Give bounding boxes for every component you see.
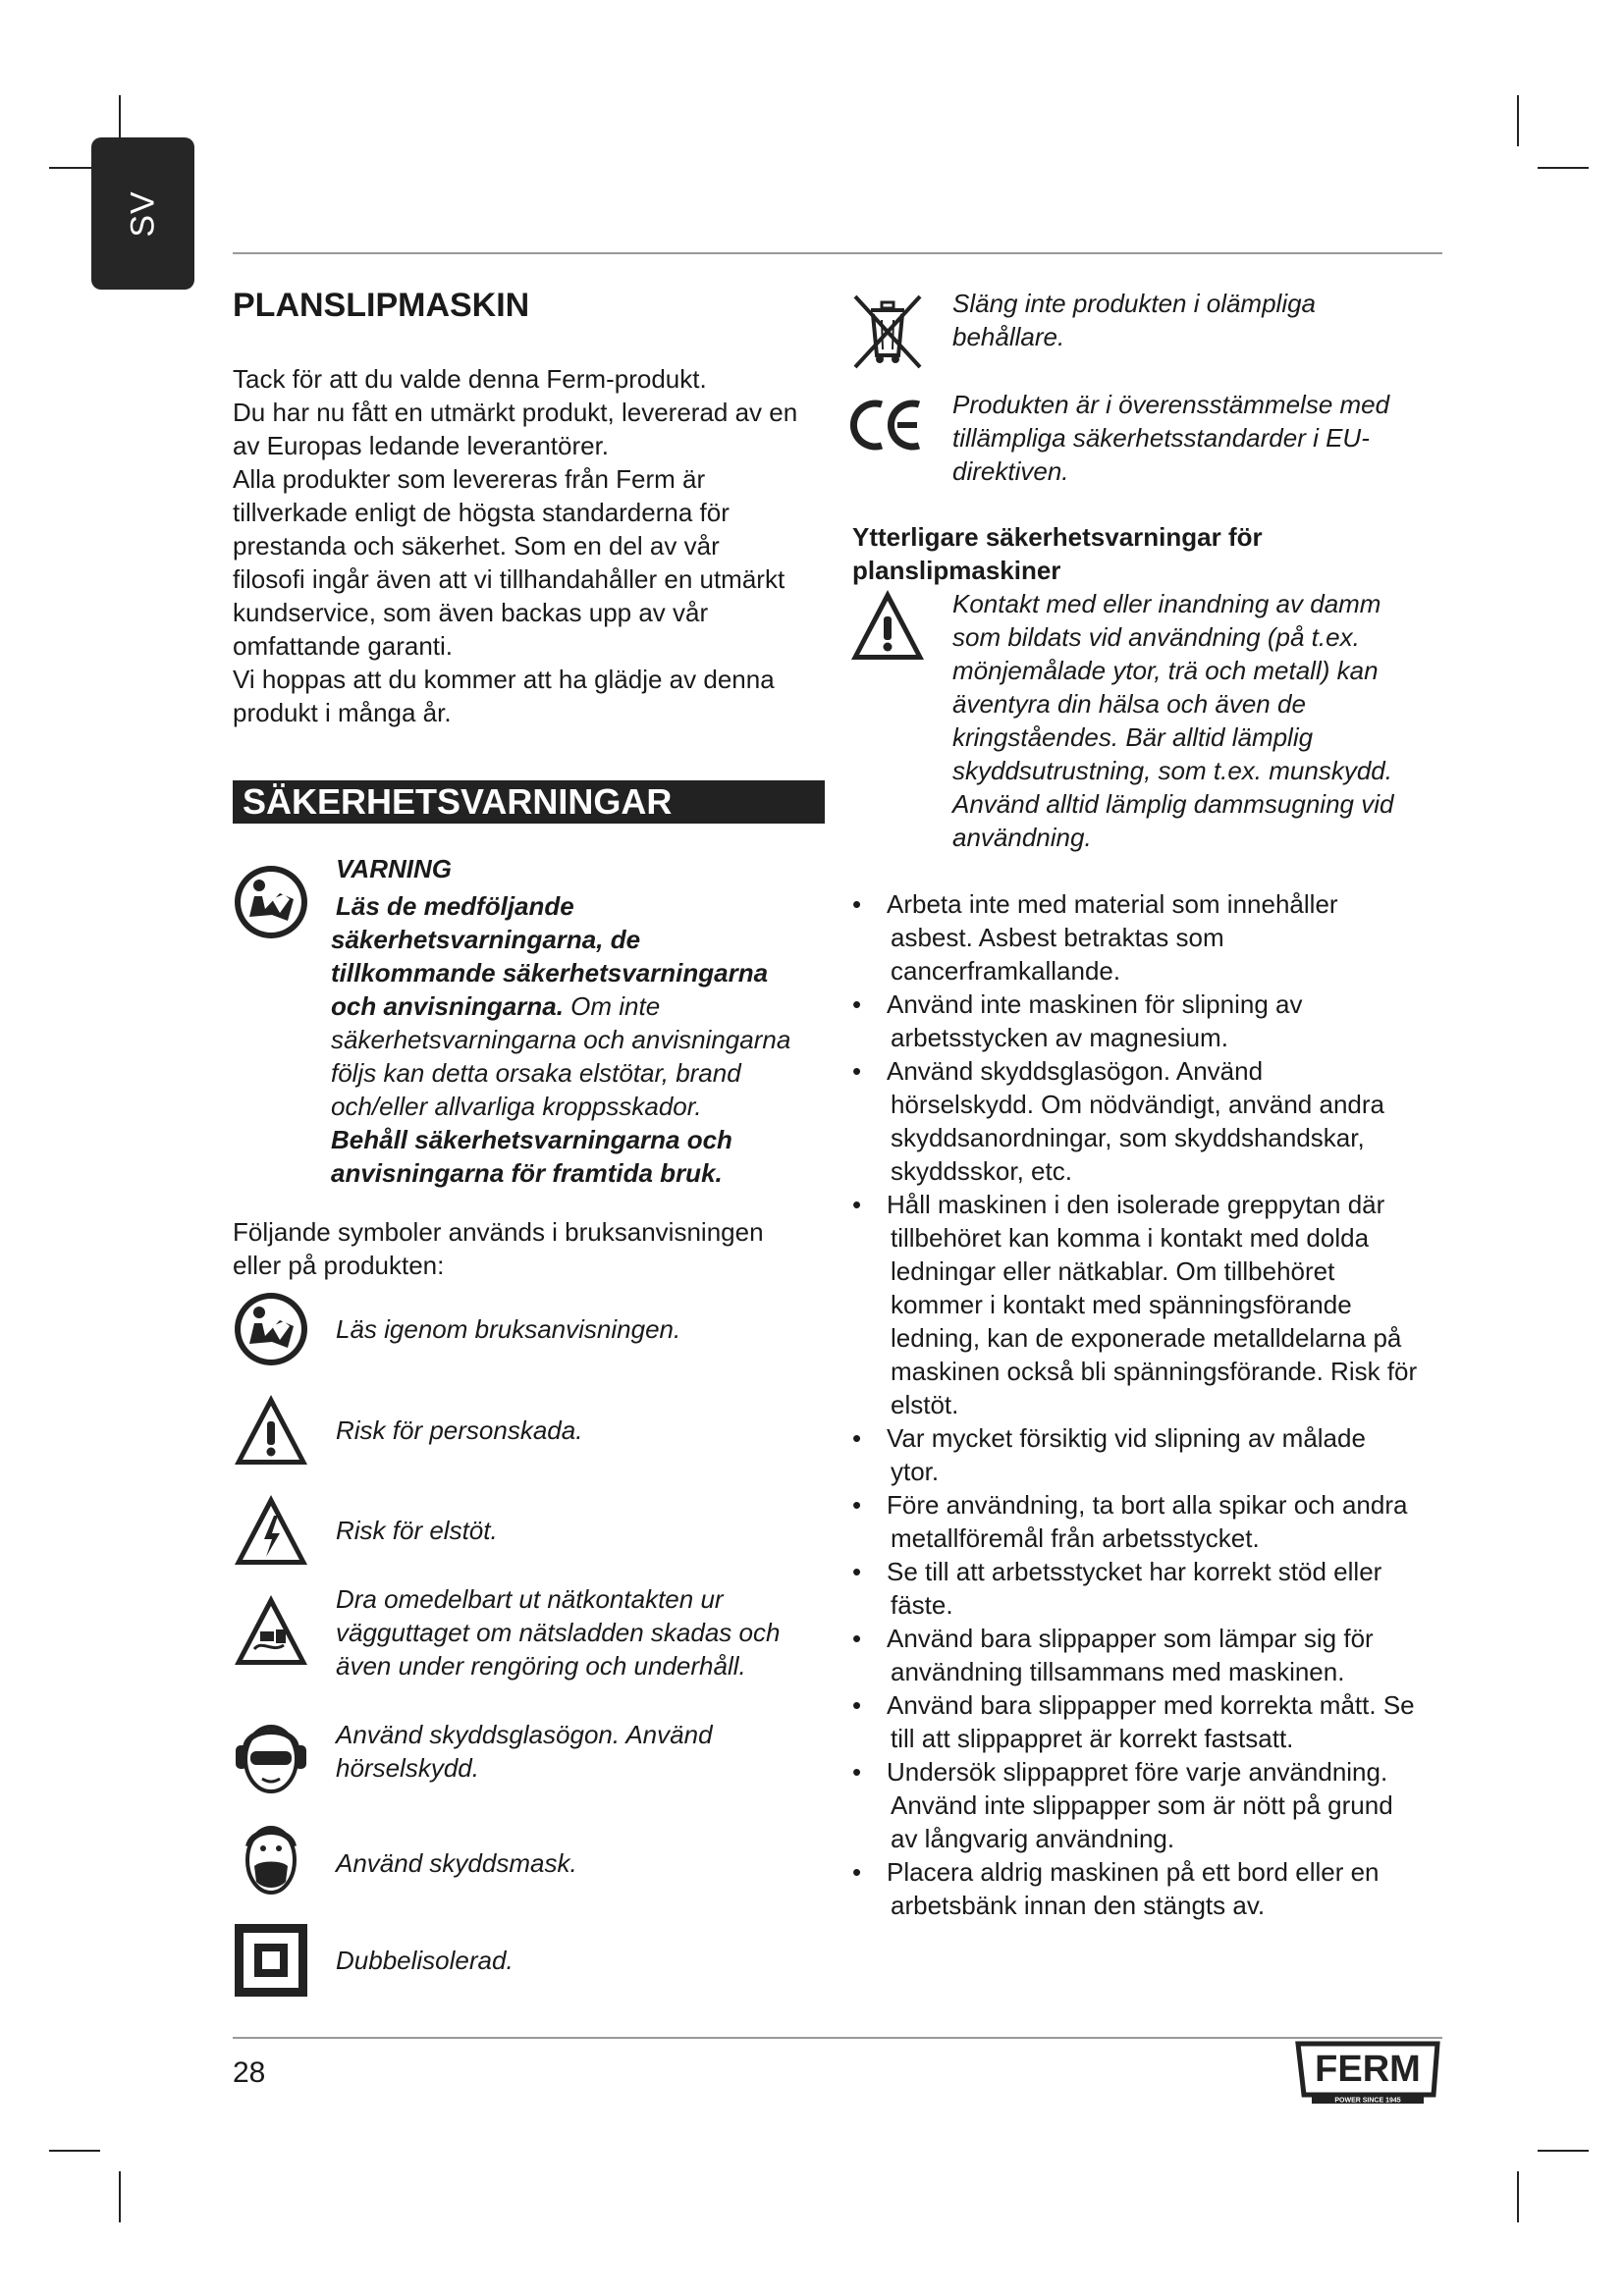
ce-note [952,388,1443,488]
note-line: kringståendes. Bär alltid lämplig [952,722,1314,752]
language-code: SV [124,189,161,238]
intro-line: produkt i många år. [233,698,452,727]
weee-bin-icon [849,293,926,371]
intro-line: kundservice, som även backas upp av vår [233,598,709,627]
symbol-text: Risk för personskada. [336,1415,583,1445]
warning-text: följs kan detta orsaka elstötar, brand [331,1058,741,1088]
logo-text: FERM [1315,2049,1421,2090]
note-line: Släng inte produkten i olämpliga [952,289,1317,318]
symbol-text: Dubbelisolerad. [336,1946,514,1975]
intro-line: Vi hoppas att du kommer att ha glädje av denna [233,665,775,694]
intro-section [233,287,832,729]
warning-triangle-icon [233,1392,309,1468]
symbol-text: Läs igenom bruksanvisningen. [336,1314,681,1344]
ferm-logo [1294,2040,1441,2105]
list-item: • Se till att arbetsstycket har korrekt stöd eller fäste. [852,1555,1451,1622]
crop-mark [1538,2150,1589,2152]
symbol-text: hörselskydd. [336,1753,479,1783]
note-line: Kontakt med eller inandning av damm [952,589,1381,618]
list-item: • Använd skyddsglasögon. Använd hörselskydd. Om nödvändigt, använd andra skyddsanordningar, som skyddshandskar, skyddsskor, etc. [852,1054,1451,1188]
crop-mark [1538,167,1589,169]
list-item: • Använd inte maskinen för slipning av arbetsstycken av magnesium. [852,988,1451,1054]
note-line: som bildats vid användning (på t.ex. [952,622,1360,652]
list-item: • Före användning, ta bort alla spikar och andra metallföremål från arbetsstycket. [852,1488,1451,1555]
warning-keep-text: anvisningarna för framtida bruk. [331,1158,723,1188]
symbol-row [233,1492,827,1571]
symbol-text: vägguttaget om nätsladden skadas och [336,1618,781,1647]
list-item: • Använd bara slippapper som lämpar sig för användning tillsammans med maskinen. [852,1622,1451,1688]
warning-block [331,852,827,1190]
intro-line: Tack för att du valde denna Ferm-produkt. [233,364,707,394]
warning-text: Om inte [563,991,661,1021]
symbol-row [233,1821,827,1904]
list-item: • Var mycket försiktig vid slipning av målade ytor. [852,1421,1451,1488]
warning-text: säkerhetsvarningarna, de [331,925,641,954]
extra-heading-line: Ytterligare säkerhetsvarningar för [852,522,1263,552]
warning-title: VARNING [336,854,452,883]
weee-note [952,287,1443,353]
symbol-text: Använd skyddsglasögon. Använd [336,1720,713,1749]
crop-mark [119,2171,121,2222]
note-line: mönjemålade ytor, trä och metall) kan [952,656,1379,685]
list-item: • Håll maskinen i den isolerade greppytan där tillbehöret kan komma i kontakt med dolda ledningar eller nätkablar. Om tillbehöret kommer i kontakt med spänningsförande ledning, kan de exponerade metalldelarna på maskinen också bli spänningsförande. Risk för elstöt. [852,1188,1451,1421]
intro-line: Du har nu fått en utmärkt produkt, levererad av en [233,398,798,427]
language-tab [91,137,194,290]
intro-line: av Europas ledande leverantörer. [233,431,610,460]
symbols-intro-line: Följande symboler används i bruksanvisningen [233,1217,764,1247]
list-item: • Undersök slippappret före varje användning. Använd inte slippapper som är nött på grund av långvarig användning. [852,1755,1451,1855]
electric-shock-icon [233,1492,309,1569]
symbol-text: Använd skyddsmask. [336,1848,577,1878]
warning-triangle-icon [849,587,926,664]
symbol-text: Risk för elstöt. [336,1516,498,1545]
extra-heading-line: planslipmaskiner [852,556,1061,585]
warning-text: tillkommande säkerhetsvarningarna [331,958,769,988]
note-line: behållare. [952,322,1065,351]
note-line: Produkten är i överensstämmelse med [952,390,1390,419]
list-item: • Använd bara slippapper med korrekta mått. Se till att slippappret är korrekt fastsatt. [852,1688,1451,1755]
warning-text: Läs de medföljande [336,891,574,921]
symbol-text: Dra omedelbart ut nätkontakten ur [336,1584,724,1614]
note-line: användning. [952,823,1092,852]
symbol-row [233,1291,827,1369]
page-number: 28 [233,2056,266,2089]
intro-line: Alla produkter som levereras från Ferm är [233,464,706,494]
note-line: skyddsutrustning, som t.ex. munskydd. [952,756,1392,785]
list-item: • Placera aldrig maskinen på ett bord eller en arbetsbänk innan den stängts av. [852,1855,1451,1922]
crop-mark [1517,95,1519,146]
list-item: • Arbeta inte med material som innehåller asbest. Asbest betraktas som cancerframkallande. [852,887,1451,988]
crop-mark [1517,2171,1519,2222]
symbol-row [233,1718,827,1801]
symbol-row [233,1922,827,2001]
unplug-icon [233,1592,309,1669]
symbols-intro [233,1215,832,1282]
double-insulated-icon [233,1922,309,1999]
warning-keep-text: Behåll säkerhetsvarningarna och [331,1125,732,1154]
warning-text: och anvisningarna. [331,991,564,1021]
note-line: äventyra din hälsa och även de [952,689,1306,719]
extra-heading [852,520,1451,587]
intro-line: tillverkade enligt de högsta standarderna för [233,498,730,527]
symbol-row [233,1582,827,1690]
crop-mark [49,2150,100,2152]
page-title: PLANSLIPMASKIN [233,287,530,324]
safety-bullet-list [852,887,1451,1922]
warning-text: och/eller allvarliga kroppsskador. [331,1092,702,1121]
intro-line: prestanda och säkerhet. Som en del av vår [233,531,720,561]
read-manual-icon [233,1291,309,1367]
top-rule [233,252,1442,254]
note-line: direktiven. [952,456,1069,486]
symbol-row [233,1392,827,1470]
note-line: tillämpliga säkerhetsstandarder i EU- [952,423,1370,453]
read-manual-icon [233,864,309,940]
bottom-rule [233,2037,1442,2039]
goggles-earmuffs-icon [233,1720,309,1796]
logo-tagline: POWER SINCE 1945 [1334,2097,1401,2105]
dust-mask-icon [233,1821,309,1897]
dust-warning [952,587,1443,854]
symbol-text: även under rengöring och underhåll. [336,1651,746,1681]
note-line: Använd alltid lämplig dammsugning vid [952,789,1394,819]
ce-mark-icon [846,397,925,454]
warning-text: säkerhetsvarningarna och anvisningarna [331,1025,791,1054]
symbols-intro-line: eller på produkten: [233,1251,445,1280]
safety-banner: SÄKERHETSVARNINGAR [233,780,825,824]
intro-line: omfattande garanti. [233,631,454,661]
intro-line: filosofi ingår även att vi tillhandahåller en utmärkt [233,564,785,594]
